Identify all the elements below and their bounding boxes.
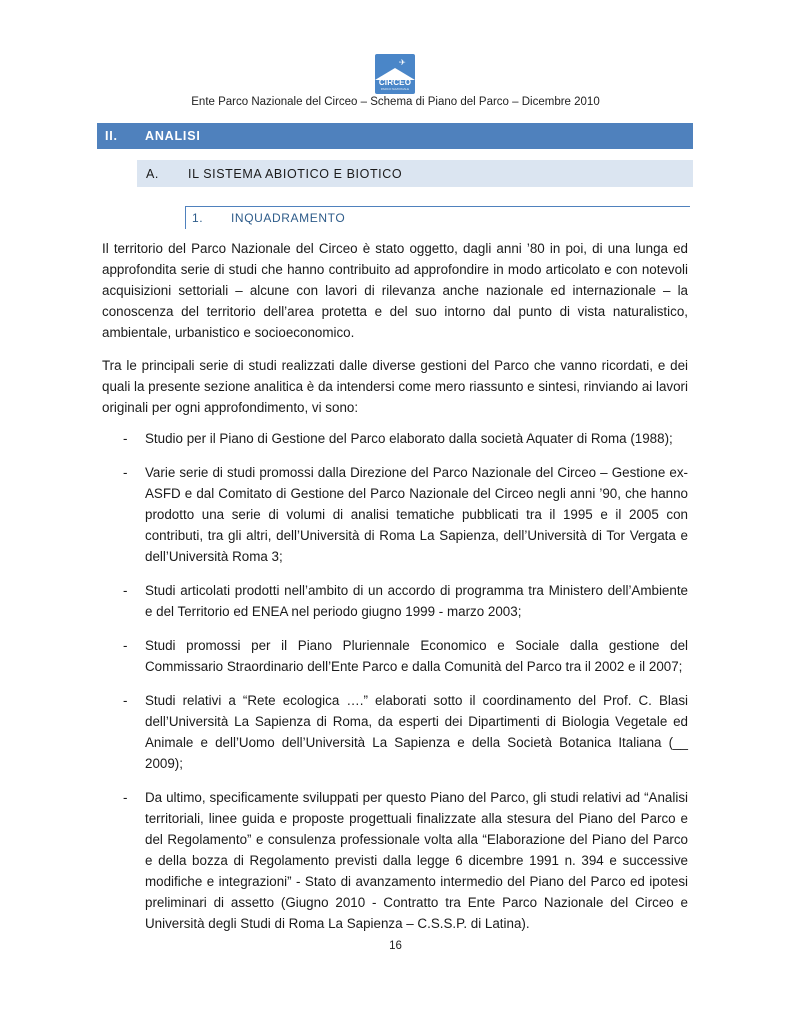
logo-subtext: PARCO NAZIONALE (380, 87, 410, 91)
list-item (102, 690, 688, 774)
list-item (102, 462, 688, 567)
section-number: II. (105, 129, 118, 143)
list-item-text: Studi promossi per il Piano Pluriennale Economico e Sociale dalla gestione del Commissario Straordinario dell’Ente Parco e dalla Comunità del Parco tra il 2002 e il 2007; (145, 638, 688, 674)
logo-text: CIRCEO (378, 78, 412, 87)
subsection-number: A. (146, 167, 160, 181)
section-heading (97, 123, 693, 149)
bird-icon: ✈ (399, 58, 406, 67)
list-item-text: Varie serie di studi promossi dalla Direzione del Parco Nazionale del Circeo – Gestione ex-ASFD e dal Comitato di Gestione del Parco Nazionale del Circeo negli anni ’90, che hanno prodotto una serie di volumi di analisi tematiche pubblicati tra il 1995 e il 2005 con contributi, tra gli altri, dell’Università di Roma La Sapienza, dell’Università di Tor Vergata e dell’Università Roma 3; (145, 465, 688, 564)
list-item (102, 580, 688, 622)
paragraph-intro: Il territorio del Parco Nazionale del Circeo è stato oggetto, dagli anni ’80 in poi, di una lunga ed approfondita serie di studi che hanno contribuito ad approfondire in modo articolato e con notevoli acquisizioni settoriali – alcune con lavori di rilevanza anche nazionale ed internazionale – la conoscenza del territorio dell’area protetta e del suo intorno dal punto di vista naturalistico, ambientale, urbanistico e socioeconomico. (102, 241, 688, 340)
subsection-title: IL SISTEMA ABIOTICO E BIOTICO (188, 167, 403, 181)
circeo-logo (375, 54, 415, 94)
page-number: 16 (389, 940, 402, 952)
bullet-dash: - (123, 431, 128, 446)
subsubsection-heading (185, 206, 690, 229)
list-item-text: Studi relativi a “Rete ecologica ….” elaborati sotto il coordinamento del Prof. C. Blasi dell’Università La Sapienza di Roma, da esperti dei Dipartimenti di Biologia Vegetale ed Animale e dell’Uomo dell’Università La Sapienza e della Società Botanica Italiana (__ 2009); (145, 693, 688, 771)
list-item (102, 635, 688, 677)
subsubsection-number: 1. (192, 211, 204, 225)
bullet-dash: - (123, 583, 128, 598)
subsection-heading (137, 160, 693, 187)
section-title: ANALISI (145, 129, 201, 143)
document-header: Ente Parco Nazionale del Circeo – Schema di Piano del Parco – Dicembre 2010 (191, 96, 600, 108)
bullet-dash: - (123, 693, 128, 708)
bullet-dash: - (123, 465, 128, 480)
list-item-text: Studi articolati prodotti nell’ambito di un accordo di programma tra Ministero dell’Ambiente e del Territorio ed ENEA nel periodo giugno 1999 - marzo 2003; (145, 583, 688, 619)
bullet-dash: - (123, 638, 128, 653)
studies-list (102, 428, 688, 947)
subsubsection-title: INQUADRAMENTO (231, 211, 346, 225)
list-item (102, 787, 688, 934)
paragraph-studies: Tra le principali serie di studi realizzati dalle diverse gestioni del Parco che vanno ricordati, e dei quali la presente sezione analitica è da intendersi come mero riassunto e sintesi, rinviando ai lavori originali per ogni approfondimento, vi sono: (102, 358, 688, 415)
list-item (102, 428, 688, 449)
bullet-dash: - (123, 790, 128, 805)
list-item-text: Da ultimo, specificamente sviluppati per questo Piano del Parco, gli studi relativi ad “Analisi territoriali, linee guida e proposte progettuali finalizzate alla stesura del Piano del Parco e del Regolamento” e consulenza professionale volta alla “Elaborazione del Piano del Parco e della bozza di Regolamento previsti dalla legge 6 dicembre 1991 n. 394 e successive modifiche e integrazioni” - Stato di avanzamento intermedio del Piano del Parco ed ipotesi preliminari di assetto (Giugno 2010 - Contratto tra Ente Parco Nazionale del Circeo e Università degli Studi di Roma La Sapienza – C.S.S.P. di Latina). (145, 790, 688, 931)
list-item-text: Studio per il Piano di Gestione del Parco elaborato dalla società Aquater di Roma (1988); (145, 431, 673, 446)
